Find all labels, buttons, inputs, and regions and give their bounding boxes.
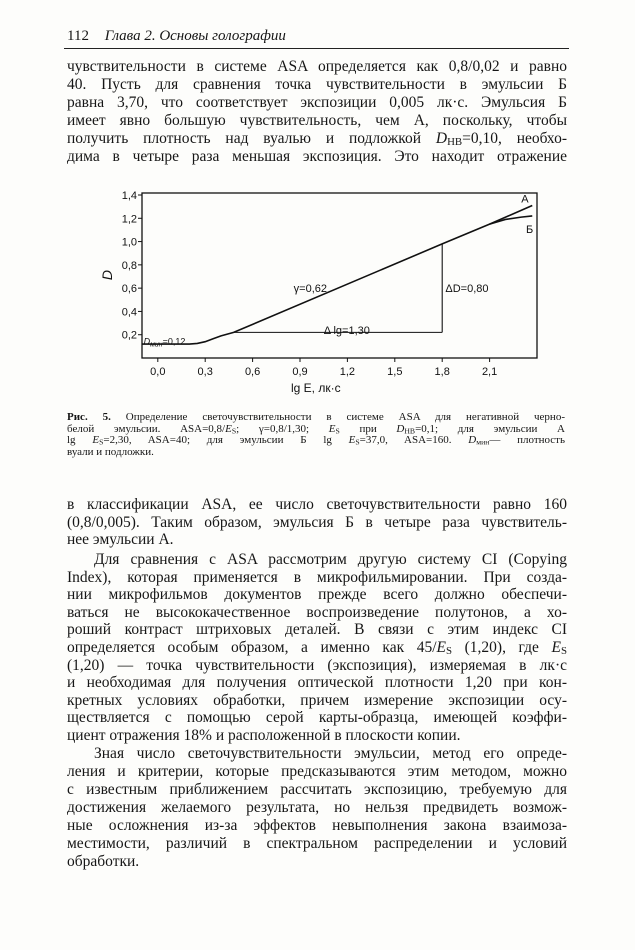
series-label: А	[521, 193, 529, 206]
subscript: S	[446, 645, 453, 658]
paragraph	[67, 496, 567, 549]
text-line: Зная число светочувствительности эмульсии, метод его опреде-	[94, 745, 567, 762]
subscript: НВ	[447, 136, 463, 149]
text-line: $\lg E_S=2,30$, ASA=40; для эмульсии Б $\lg E_S=37,0$, ASA=160. $D_{мин}—$ плотность	[67, 434, 566, 447]
x-tick-label: 0,6	[244, 366, 261, 378]
math-symbol: $E_S$	[551, 638, 567, 658]
text-line: нии микрофильмов документов прежде всего должно обеспечи-	[67, 586, 567, 604]
chart-annotation: γ=0,62	[293, 283, 328, 296]
text-line: Для сравнения с ASA рассмотрим другую систему CI (Copying	[94, 551, 567, 568]
text-line: роший контраст штриховых деталей. В связи с этим индекс CI	[67, 621, 567, 639]
chart-annotation: ΔD=0,80	[445, 283, 489, 296]
text-line: обработки.	[67, 853, 140, 870]
text-line: Рис. 5. Определение светочувствительности в системе ASA для негативной черно-	[67, 411, 565, 423]
text-line: получить плотность над вуалью и подложкой $D_{НВ}=0,10$, необхо-	[67, 130, 567, 149]
text-line: чувствительности в системе ASA определяется как 0,8/0,02 и равно	[67, 58, 567, 75]
y-axis-label: D	[99, 269, 115, 281]
chart-annotation: $D_{мин}=0,12$	[143, 336, 186, 349]
y-tick-label: 0,6	[121, 283, 137, 296]
page-number: 112	[67, 28, 89, 44]
text-line: ваться не высококачественное воспроизведение полутонов, а хо-	[67, 603, 567, 621]
y-tick-label: 0,2	[121, 329, 137, 342]
series-line-А	[142, 205, 532, 344]
y-tick-label: 1,4	[121, 190, 137, 202]
math-symbol: $D_{НВ}$	[396, 422, 416, 436]
text-line: ления и критерии, которые предсказываются этим методом, можно	[67, 763, 567, 780]
subscript: S	[560, 645, 567, 658]
text-line: Index), которая применяется в микрофильмировании. При созда-	[67, 568, 567, 586]
math-symbol: $E_S$	[328, 422, 340, 436]
text-line: кретных условиях обработки, причем измерение экспозиции осу-	[67, 691, 567, 709]
text-line: и необходимая для получения оптической плотности 1,20 при кон-	[67, 674, 567, 692]
text-line: вуали и подложки.	[67, 446, 154, 459]
text-line: имеет явно большую чувствительность, чем А, поскольку, чтобы	[67, 112, 567, 129]
math-symbol: $E_S$	[436, 638, 453, 658]
x-tick-label: 1,2	[339, 366, 356, 378]
y-tick-label: 0,4	[121, 306, 137, 319]
subscript: S	[355, 437, 360, 447]
subscript: S	[335, 426, 340, 436]
text-line: (1,20) — точка чувствительности (экспозиция), измеряемая в лк·с	[67, 656, 567, 674]
math-symbol: $D_{НВ}$	[435, 130, 463, 149]
subscript: S	[231, 426, 237, 436]
subscript: НВ	[404, 426, 416, 436]
text-line: достижения желаемого результата, но нельзя предвидеть возмож-	[67, 799, 567, 816]
x-tick-label: 1,5	[387, 366, 403, 378]
text-line: 40. Пусть для сравнения точка чувствительности в эмульсии Б	[67, 76, 567, 93]
x-tick-label: 2,1	[481, 366, 498, 378]
chapter-title: Глава 2. Основы голографии	[104, 28, 286, 44]
series-label: Б	[525, 223, 534, 236]
text-line: местимости, различий в спектральном распределении и условий	[67, 835, 567, 852]
text-line: циент отражения 18% и расположенной в плоскости копии.	[67, 726, 461, 744]
x-tick-label: 1,8	[434, 366, 450, 378]
text-line: ные осложнения из-за эффектов невыполнения закона взаимоза-	[67, 817, 567, 834]
math-symbol: $D_{мин}$	[468, 434, 490, 447]
y-tick-label: 0,8	[121, 259, 137, 272]
figure-label: Рис. 5.	[67, 411, 111, 423]
text-line: равна 3,70, что соответствует экспозиции 0,005 лк·с. Эмульсия Б	[67, 94, 567, 111]
paragraph	[67, 551, 567, 745]
text-line: в классификации ASA, ее число светочувствительности равно 160	[67, 496, 567, 513]
text-line: белой эмульсии. $ASA=0,8/E_S$; γ=0,8/1,30; $E_S$ при $D_{НВ}=0,1$; для эмульсии А	[67, 422, 565, 436]
subscript: мин	[476, 437, 490, 447]
text-line: ществляется с помощью серой карты-образца, имеющей коэффи-	[67, 709, 567, 727]
text-line: дима в четыре раза меньшая экспозиция. Это находит отражение	[67, 148, 567, 165]
figure-caption	[67, 412, 565, 459]
x-axis-label: lg E, лк·с	[291, 381, 341, 395]
text-line: (0,8/0,005). Таким образом, эмульсия Б в четыре раза чувствитель-	[67, 513, 567, 531]
chart-annotation: Δ lg=1,30	[323, 325, 370, 338]
math-symbol: $E_S$	[92, 434, 104, 447]
characteristic-curve-chart	[0, 0, 635, 402]
math-symbol: $E_S$	[225, 422, 237, 436]
text-line: с известным приближением рассчитать экспозицию, требуемую для	[67, 781, 567, 798]
x-tick-label: 0,0	[150, 366, 166, 378]
subscript: S	[99, 437, 104, 447]
x-tick-label: 0,9	[292, 366, 308, 378]
text-line: нее эмульсии А.	[67, 531, 174, 549]
x-tick-label: 0,3	[197, 366, 213, 378]
y-tick-label: 1,0	[121, 236, 137, 249]
text-line: определяется особым образом, а именно как $45/E_S$ (1,20), где $E_S$	[67, 638, 567, 658]
math-symbol: $E_S$	[348, 434, 360, 447]
paragraph	[67, 745, 567, 871]
y-tick-label: 1,2	[121, 213, 137, 226]
